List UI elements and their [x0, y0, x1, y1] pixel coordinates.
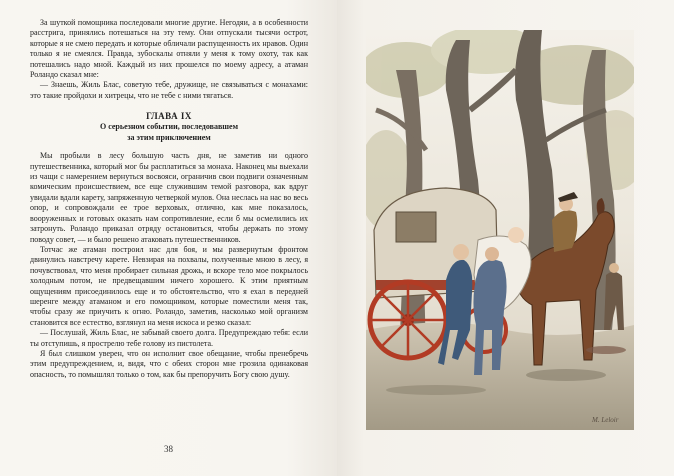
- paragraph: — Послушай, Жиль Блас, не забывай своего долга. Предупреждаю тебя: если ты отступишь, я прострелю тебе голову из пистолета.: [30, 328, 308, 348]
- paragraph: За шуткой помощника последовали многие другие. Негодяи, а в особенности расстрига, принялись потешаться на эту тему. Они отпускали тысячи острот, которые я не смею передать и которые обличали распущенность их нравов. Один только я не смеялся. Правда, зубоскалы отняли у меня к тому охоту, так как потешались надо мной. Каждый из них прошелся по моему адресу, а атаман Роландо сказал мне:: [30, 18, 308, 80]
- artist-signature: M. Leloir: [592, 416, 619, 424]
- paragraph: Я был слишком уверен, что он исполнит свое обещание, чтобы пренебречь этим предупреждением, и, видя, что с обеих сторон мне грозила одинаковая опасность, то помышлял только о том, как бы препоручить Богу свою душу.: [30, 348, 308, 379]
- chapter-title: ГЛАВА IX: [146, 111, 192, 122]
- chapter-heading: [30, 110, 308, 143]
- paragraph: Мы пробыли в лесу большую часть дня, не заметив ни одного путешественника, который мог бы расплатиться за монаха. Наконец мы выехали из чащи с намерением вернуться восвояси, ограничив свои подвиги означенным комическим происшествием, все еще служившим темой разговора, как вдруг увидали вдали карету, запряженную четверкой мулов. Она неслась на нас во весь опор, и сопровождали ее трое верховых, отлично, как мне показалось, вооруженных и готовых оказать нам сопротивление, если б мы осмелились их затронуть. Роландо приказал отряду остановиться, чтобы держать по этому поводу совет, — и было решено атаковать путешественников.: [30, 151, 308, 244]
- carriage-attack-illustration: [366, 30, 634, 430]
- page-number: 38: [164, 444, 173, 454]
- left-page-text: [30, 18, 308, 380]
- paragraph: Тотчас же атаман построил нас для боя, и мы развернутым фронтом двинулись навстречу карете. Невзирая на похвалы, полученные мною в лесу, я почувствовал, что меня пробирает сильная дрожь, и вскоре тело мое покрылось холодным потом, не предвещавшим ничего хорошего. К этим приятным ощущениям присоединилось еще и то обстоятельство, что я ехал в передней шеренге между атаманом и его помощником, которые поместили меня так, чтобы сразу же приучить к огню. Роландо, заметив, насколько мой организм становится все естество, взглянул на меня искоса и резко сказал:: [30, 244, 308, 327]
- paragraph: — Знаешь, Жиль Блас, советую тебе, дружище, не связываться с монахами: это такие пройдохи и хитрецы, что не тебе с ними тягаться.: [30, 80, 308, 100]
- chapter-subtitle-line-1: О серьезном событии, последовавшем: [99, 122, 239, 132]
- illustration-svg: [366, 30, 634, 430]
- chapter-subtitle-line-2: за этим приключением: [127, 132, 211, 142]
